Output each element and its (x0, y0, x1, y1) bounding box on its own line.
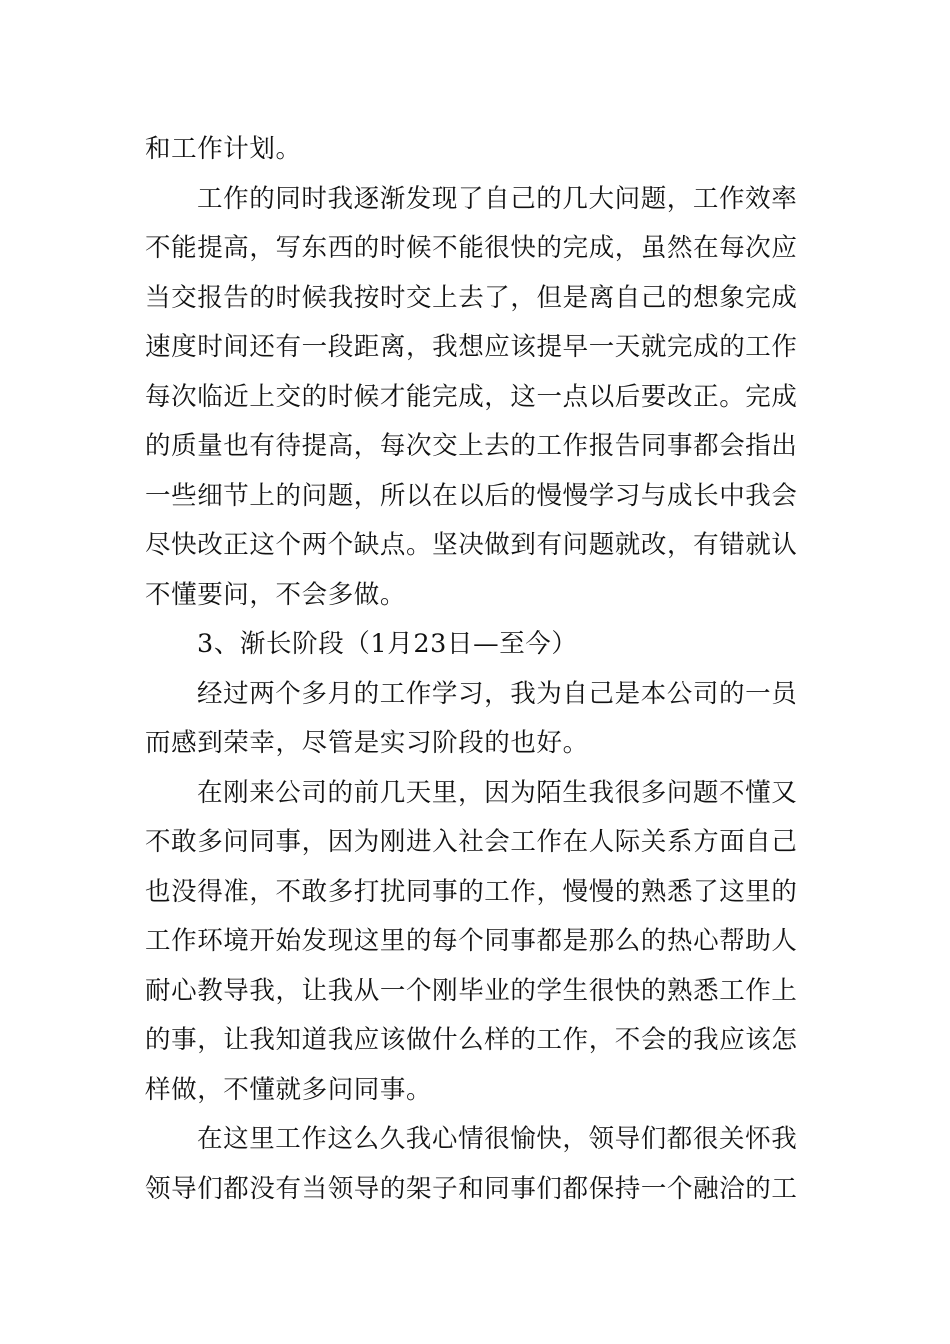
text-line: 样做，不懂就多问同事。 (145, 1074, 433, 1105)
text-line: 而感到荣幸，尽管是实习阶段的也好。 (145, 728, 589, 758)
text-line: 工作的同时我逐渐发现了自己的几大问题，工作效率 (197, 183, 798, 214)
text-line: 一些细节上的问题，所以在以后的慢慢学习与成长中我会 (145, 480, 798, 511)
text-line: 也没得准，不敢多打扰同事的工作，慢慢的熟悉了这里的 (145, 876, 798, 907)
text-line: 经过两个多月的工作学习，我为自己是本公司的一员 (197, 678, 798, 709)
text-line: 当交报告的时候我按时交上去了，但是离自己的想象完成 (145, 282, 798, 313)
text-line: 每次临近上交的时候才能完成，这一点以后要改正。完成 (145, 381, 798, 412)
text-line: 尽快改正这个两个缺点。坚决做到有问题就改，有错就认 (145, 530, 798, 560)
section-heading: 3、渐长阶段（1月23日—至今） (197, 629, 578, 659)
text-line: 不能提高，写东西的时候不能很快的完成，虽然在每次应 (145, 233, 798, 263)
text-line: 领导们都没有当领导的架子和同事们都保持一个融洽的工 (145, 1173, 798, 1204)
text-line: 在这里工作这么久我心情很愉快，领导们都很关怀我 (197, 1124, 798, 1154)
text-line: 工作环境开始发现这里的每个同事都是那么的热心帮助人 (145, 926, 798, 956)
text-line: 的事，让我知道我应该做什么样的工作，不会的我应该怎 (145, 1025, 798, 1055)
text-line: 速度时间还有一段距离，我想应该提早一天就完成的工作 (145, 332, 798, 362)
document-body (145, 125, 810, 1214)
text-line: 不敢多问同事，因为刚进入社会工作在人际关系方面自己 (145, 827, 798, 857)
text-line: 耐心教导我，让我从一个刚毕业的学生很快的熟悉工作上 (145, 975, 798, 1006)
text-line: 和工作计划。 (145, 134, 302, 164)
text-line: 的质量也有待提高，每次交上去的工作报告同事都会指出 (145, 431, 798, 461)
text-line: 在刚来公司的前几天里，因为陌生我很多问题不懂又 (197, 777, 798, 808)
text-line: 不懂要问，不会多做。 (145, 579, 407, 610)
